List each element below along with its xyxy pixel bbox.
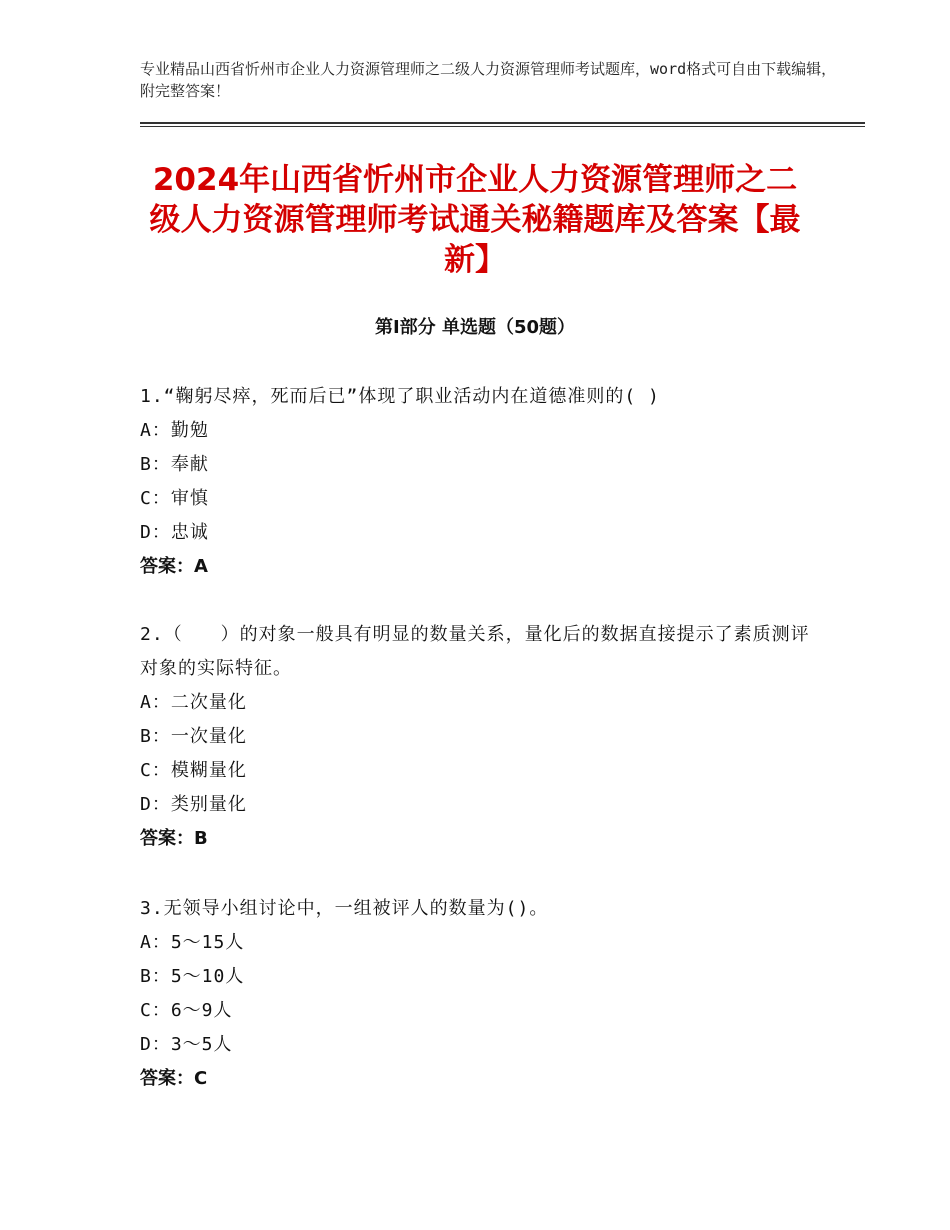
header-note: 专业精品山西省忻州市企业人力资源管理师之二级人力资源管理师考试题库，word格式可自由下载编辑，附完整答案！ — [140, 60, 837, 100]
option-a: A：勤勉 — [140, 420, 209, 441]
option-b: B：5～10人 — [140, 966, 245, 987]
option-c: C：6～9人 — [140, 1000, 233, 1021]
option-d: D：3～5人 — [140, 1034, 233, 1055]
option-b: B：奉献 — [140, 454, 209, 475]
question-stem: 1.“鞠躬尽瘁，死而后已”体现了职业活动内在道德准则的( ) — [140, 386, 660, 407]
question-stem: 2.（ ）的对象一般具有明显的数量关系，量化后的数据直接提示了素质测评对象的实际特征。 — [140, 624, 810, 679]
option-d: D：类别量化 — [140, 794, 247, 815]
answer: 答案：A — [140, 556, 208, 577]
section-title: 第Ⅰ部分 单选题（50题） — [374, 317, 575, 338]
option-c: C：审慎 — [140, 488, 209, 509]
document-title: 2024年山西省忻州市企业人力资源管理师之二级人力资源管理师考试通关秘籍题库及答案【最新】 — [149, 162, 801, 278]
answer: 答案：B — [140, 828, 208, 849]
option-b: B：一次量化 — [140, 726, 247, 747]
question-1 — [140, 380, 810, 584]
option-a: A：5～15人 — [140, 932, 245, 953]
question-2 — [140, 618, 810, 856]
header-divider-thick — [140, 122, 865, 124]
option-d: D：忠诚 — [140, 522, 209, 543]
question-3 — [140, 892, 810, 1096]
option-c: C：模糊量化 — [140, 760, 247, 781]
header-divider — [140, 122, 865, 128]
answer: 答案：C — [140, 1068, 208, 1089]
option-a: A：二次量化 — [140, 692, 247, 713]
header-divider-thin — [140, 126, 865, 127]
question-stem: 3.无领导小组讨论中，一组被评人的数量为()。 — [140, 898, 549, 919]
